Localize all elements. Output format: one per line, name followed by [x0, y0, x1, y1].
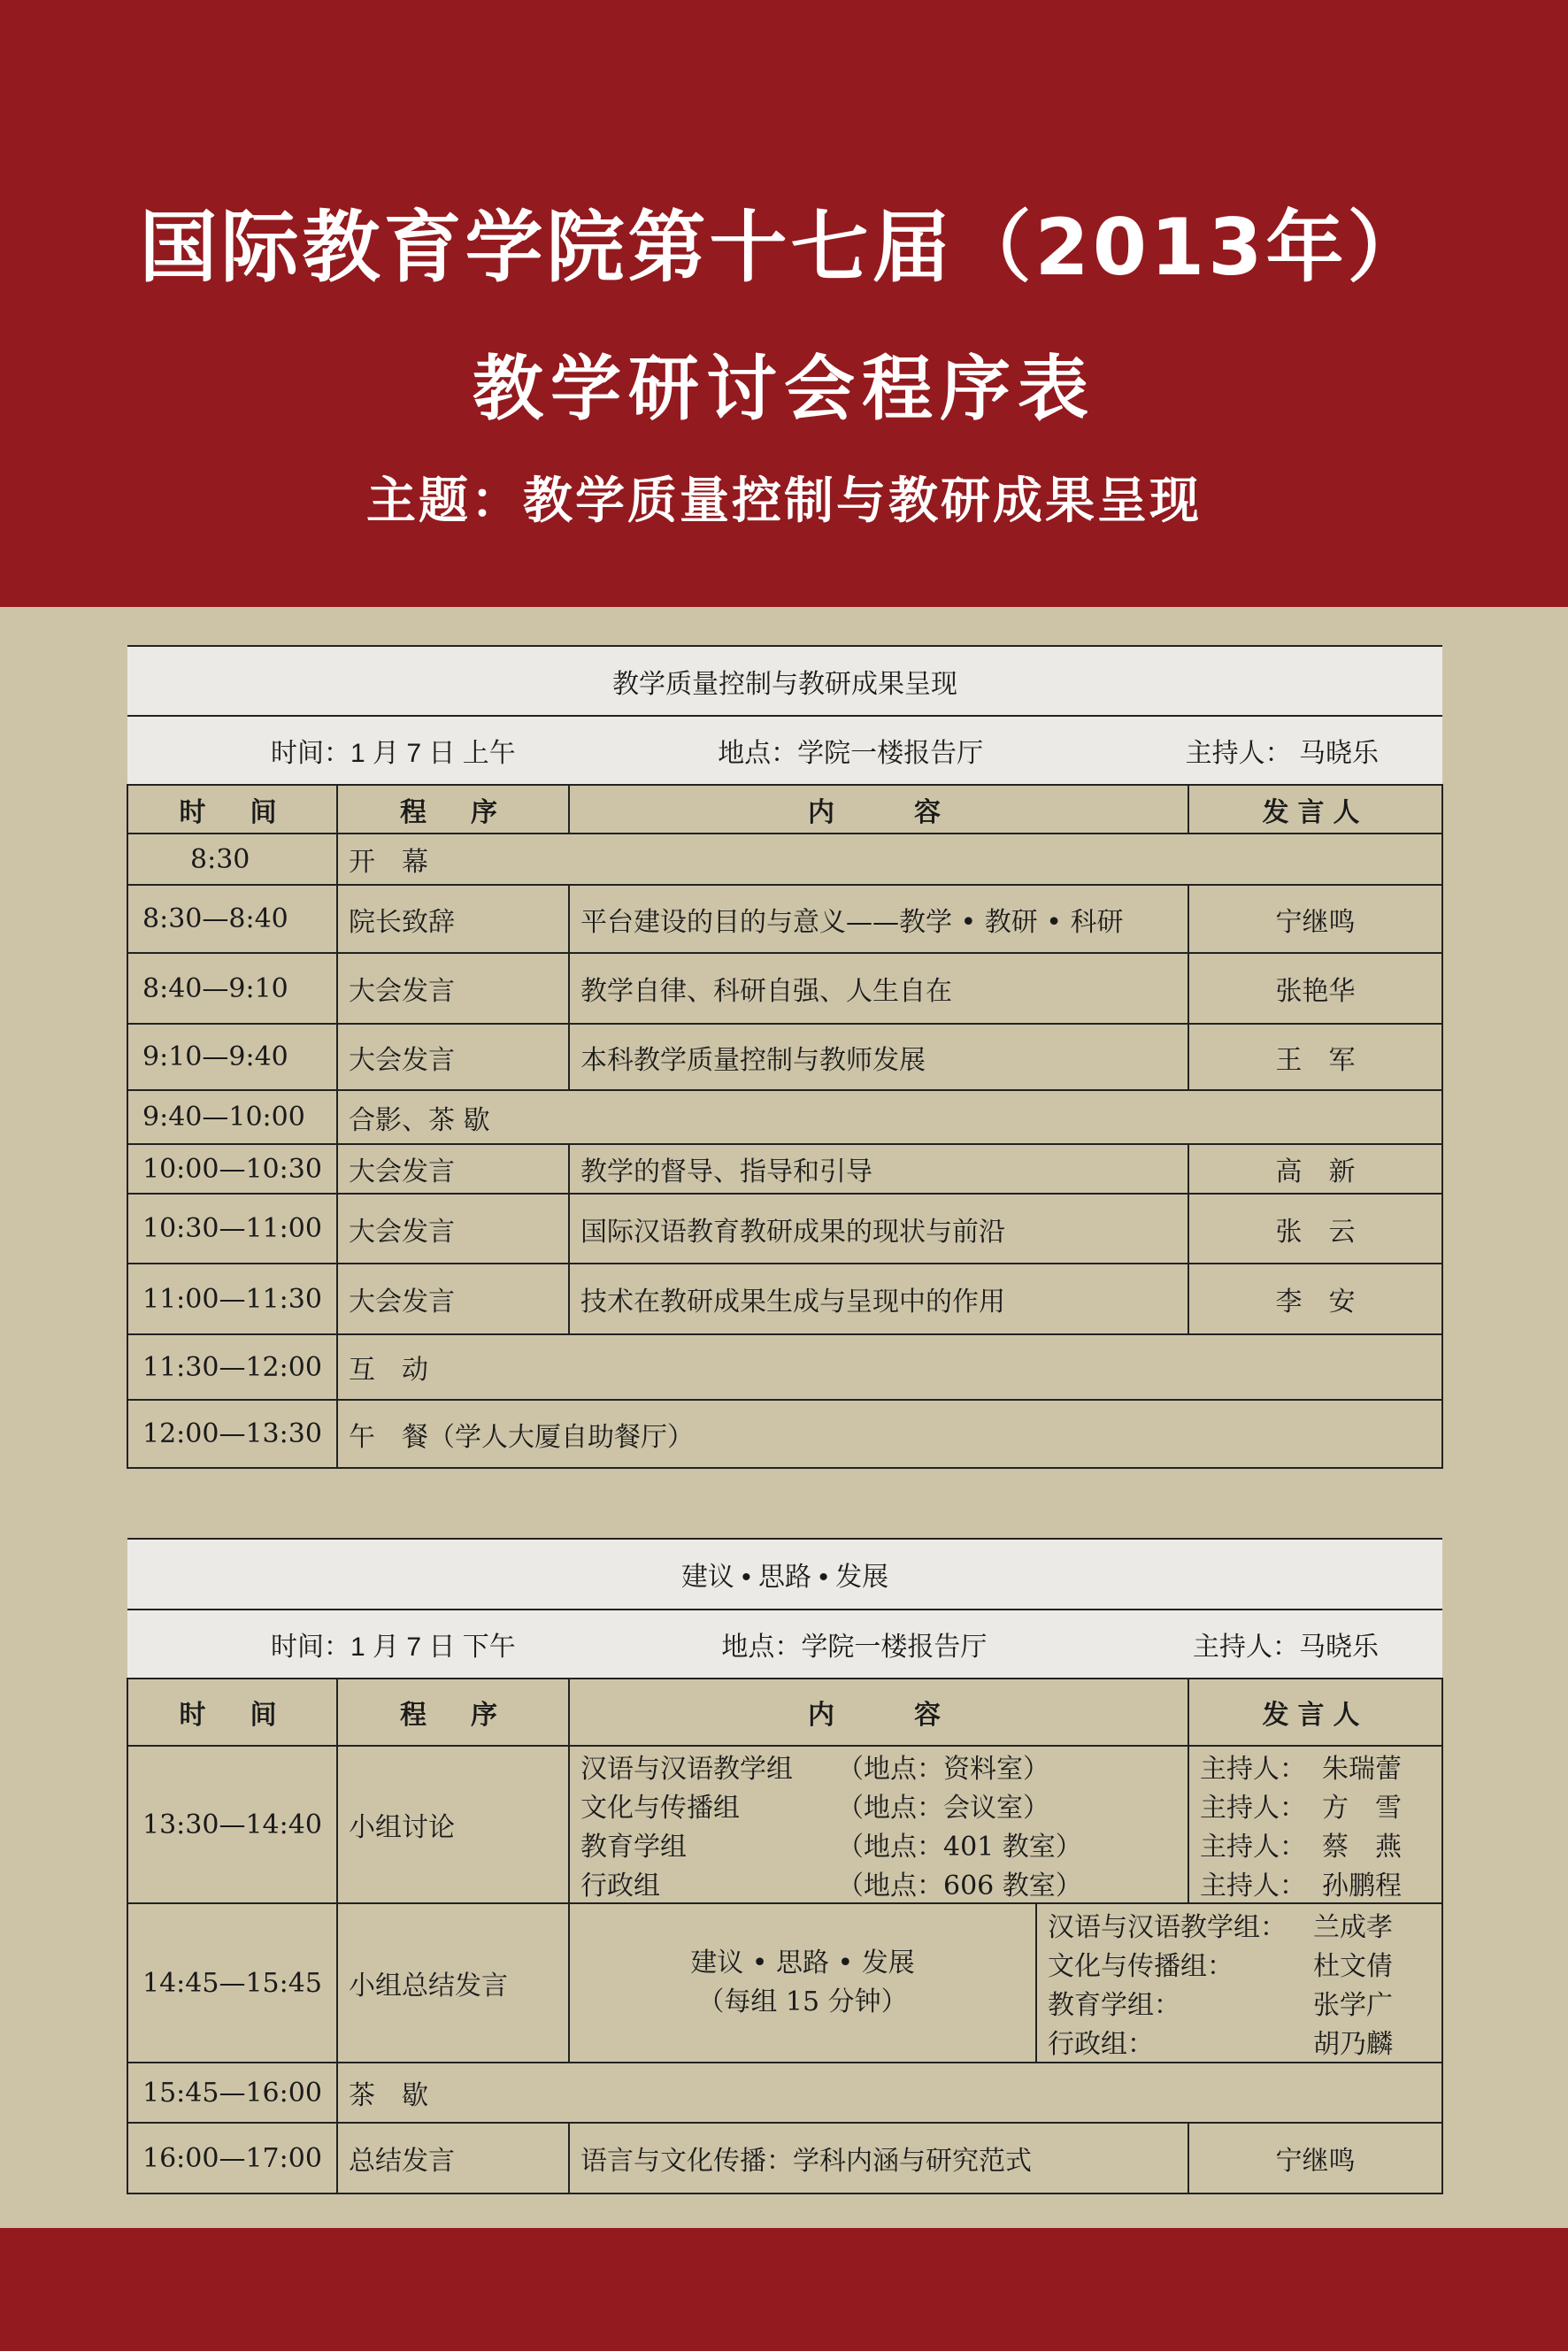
title-line-1: 国际教育学院第十七届（2013年） — [139, 202, 1429, 293]
list-item: 行政组 （地点：606 教室） — [580, 1871, 1082, 1902]
col-header-program: 程 序 — [337, 1679, 569, 1746]
row-program: 大会发言 — [337, 1024, 569, 1090]
row-time: 8:30 — [127, 834, 337, 885]
row-time: 11:00—11:30 — [127, 1264, 337, 1334]
morning-caption-row — [127, 646, 1442, 716]
col-header-program: 程 序 — [337, 785, 569, 834]
row-program: 小组讨论 — [337, 1746, 569, 1903]
row-speaker: 张艳华 — [1188, 953, 1442, 1024]
row-content: 语言与文化传播：学科内涵与研究范式 — [569, 2123, 1188, 2193]
row-time: 15:45—16:00 — [127, 2063, 337, 2123]
table-row — [127, 953, 1442, 1024]
row-content: 本科教学质量控制与教师发展 — [569, 1024, 1188, 1090]
table-row — [127, 1334, 1442, 1400]
row-speaker: 高 新 — [1188, 1144, 1442, 1194]
table-row — [127, 1090, 1442, 1144]
row-time: 10:30—11:00 — [127, 1194, 337, 1264]
row-speaker: 王 军 — [1188, 1024, 1442, 1090]
afternoon-host: 主持人：马晓乐 — [1193, 1633, 1379, 1662]
row-program: 开 幕 — [337, 834, 1442, 885]
col-header-speaker: 发言人 — [1188, 785, 1442, 834]
row-time: 8:40—9:10 — [127, 953, 337, 1024]
row-program: 总结发言 — [337, 2123, 569, 2193]
row-speaker: 宁继鸣 — [1188, 2123, 1442, 2193]
row-speaker: 张 云 — [1188, 1194, 1442, 1264]
footer-band — [0, 2228, 1568, 2351]
row-time: 16:00—17:00 — [127, 2123, 337, 2193]
table-row — [127, 1194, 1442, 1264]
list-item: 教育学组 （地点：401 教室） — [580, 1832, 1082, 1863]
morning-host: 主持人： 马晓乐 — [1185, 739, 1379, 768]
title-line-2: 教学研讨会程序表 — [473, 348, 1095, 430]
list-item: 文化与传播组 （地点：会议室） — [580, 1793, 1049, 1824]
list-item: 主持人： 朱瑞蕾 — [1200, 1754, 1402, 1785]
summary-duration: （每组 15 分钟） — [697, 1986, 908, 2017]
table-row — [127, 2123, 1442, 2193]
row-speaker: 李 安 — [1188, 1264, 1442, 1334]
row-time: 10:00—10:30 — [127, 1144, 337, 1194]
row-program: 合影、茶 歇 — [337, 1090, 1442, 1144]
afternoon-time: 时间：1 月 7 日 下午 — [271, 1633, 516, 1662]
summary-topic: 建议 • 思路 • 发展 — [690, 1948, 915, 1978]
table-row — [127, 1746, 1442, 1903]
row-program: 大会发言 — [337, 953, 569, 1024]
theme-subtitle: 主题：教学质量控制与教研成果呈现 — [366, 473, 1202, 530]
table-row — [127, 1024, 1442, 1090]
list-item: 行政组： 胡乃麟 — [1048, 2029, 1393, 2060]
afternoon-place: 地点：学院一楼报告厅 — [721, 1633, 988, 1662]
row-program: 小组总结发言 — [337, 1903, 569, 2063]
list-item: 文化与传播组： 杜文倩 — [1048, 1951, 1393, 1982]
col-header-speaker: 发言人 — [1188, 1679, 1442, 1746]
row-content — [569, 1903, 1036, 2063]
row-content: 国际汉语教育教研成果的现状与前沿 — [569, 1194, 1188, 1264]
row-time: 9:40—10:00 — [127, 1090, 337, 1144]
row-program: 大会发言 — [337, 1144, 569, 1194]
afternoon-header-row — [127, 1679, 1442, 1746]
row-program: 午 餐（学人大厦自助餐厅） — [337, 1400, 1442, 1468]
row-content: 教学自律、科研自强、人生自在 — [569, 953, 1188, 1024]
table-row — [127, 1400, 1442, 1468]
afternoon-caption-row — [127, 1539, 1442, 1610]
morning-header-row — [127, 785, 1442, 834]
row-content: 教学的督导、指导和引导 — [569, 1144, 1188, 1194]
row-program: 大会发言 — [337, 1194, 569, 1264]
reporter-list — [1036, 1903, 1442, 2063]
row-time: 12:00—13:30 — [127, 1400, 337, 1468]
list-item: 主持人： 方 雪 — [1200, 1793, 1402, 1824]
list-item: 汉语与汉语教学组 （地点：资料室） — [580, 1754, 1049, 1785]
row-speaker: 宁继鸣 — [1188, 885, 1442, 953]
afternoon-caption: 建议 • 思路 • 发展 — [127, 1539, 1442, 1610]
row-program: 茶 歇 — [337, 2063, 1442, 2123]
afternoon-schedule-table — [127, 1538, 1443, 2194]
table-row — [127, 885, 1442, 953]
row-content: 技术在教研成果生成与呈现中的作用 — [569, 1264, 1188, 1334]
list-item: 主持人： 孙鹏程 — [1200, 1871, 1402, 1902]
morning-schedule-table — [127, 645, 1443, 1469]
row-program: 院长致辞 — [337, 885, 569, 953]
table-row — [127, 1264, 1442, 1334]
list-item: 汉语与汉语教学组： 兰成孝 — [1048, 1912, 1393, 1943]
row-time: 11:30—12:00 — [127, 1334, 337, 1400]
group-hosts — [1188, 1746, 1442, 1903]
group-list — [569, 1746, 1188, 1903]
col-header-content: 内 容 — [569, 785, 1188, 834]
table-row — [127, 1903, 1442, 2063]
header-banner — [0, 0, 1568, 607]
afternoon-info-row — [127, 1610, 1442, 1679]
row-time: 8:30—8:40 — [127, 885, 337, 953]
table-row — [127, 2063, 1442, 2123]
table-row — [127, 1144, 1442, 1194]
row-content: 平台建设的目的与意义——教学 • 教研 • 科研 — [569, 885, 1188, 953]
col-header-time: 时 间 — [127, 785, 337, 834]
row-time: 14:45—15:45 — [127, 1903, 337, 2063]
morning-place: 地点：学院一楼报告厅 — [718, 739, 984, 768]
table-row — [127, 834, 1442, 885]
row-program: 互 动 — [337, 1334, 1442, 1400]
morning-time: 时间：1 月 7 日 上午 — [271, 739, 516, 768]
col-header-content: 内 容 — [569, 1679, 1188, 1746]
list-item: 教育学组： 张学广 — [1048, 1990, 1393, 2021]
morning-caption: 教学质量控制与教研成果呈现 — [127, 646, 1442, 716]
list-item: 主持人： 蔡 燕 — [1200, 1832, 1402, 1863]
row-time: 13:30—14:40 — [127, 1746, 337, 1903]
row-program: 大会发言 — [337, 1264, 569, 1334]
morning-info-row — [127, 716, 1442, 785]
col-header-time: 时 间 — [127, 1679, 337, 1746]
row-time: 9:10—9:40 — [127, 1024, 337, 1090]
